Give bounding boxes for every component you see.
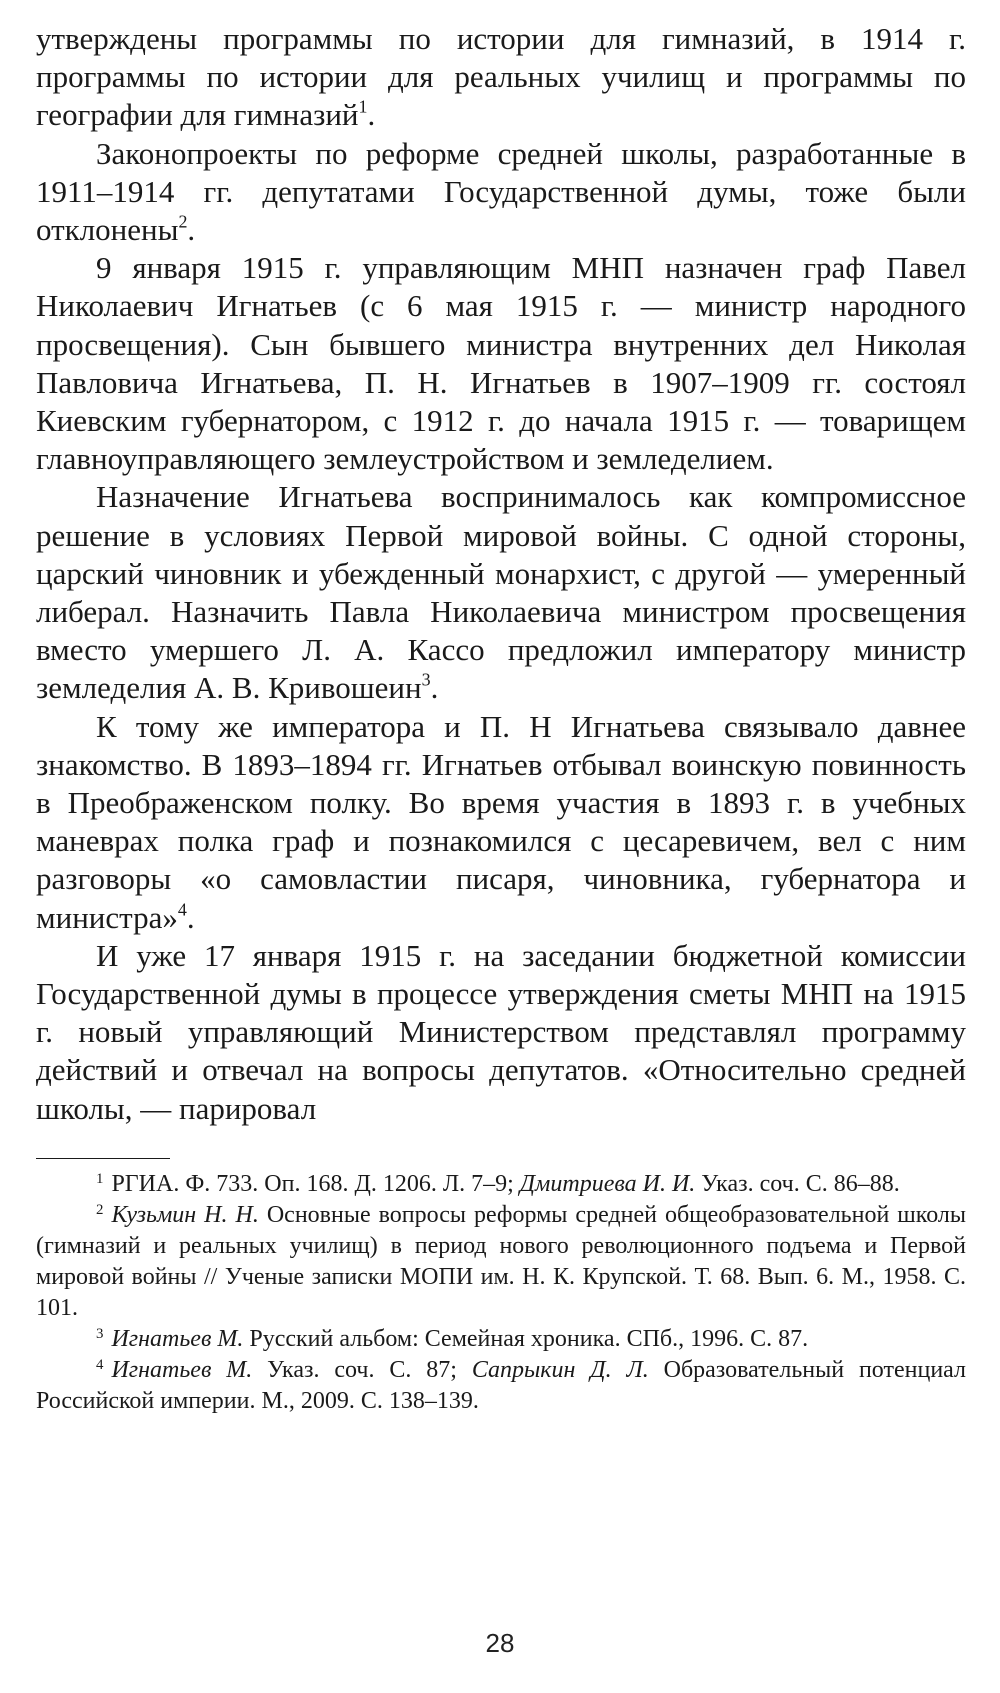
book-page [36,20,966,1417]
footnote-3: $^3$ Игнатьев М. Русский альбом: Семейная хроника. СПб., 1996. С. 87. [96,1325,809,1352]
page-number: 28 [485,1628,515,1658]
footnote-ref-2[interactable]: 2 [178,211,188,232]
paragraph-4: Назначение Игнатьева воспринималось как компромиссное решение в условиях Первой мировой войны. С одной стороны, царский чиновник и убежденный монархист, с другой — умеренный либерал. Назначить Павла Николаевича министром просвещения вместо умершего Л. А. Кассо предложил императору министр земледелия А. В. Кривошеин$^3$. [36,479,966,706]
paragraph-2: Законопроекты по реформе средней школы, разработанные в 1911–1914 гг. депутатами Государственной думы, тоже были отклонены$^2$. [36,135,966,248]
footnote-ref-1[interactable]: 1 [358,96,368,117]
paragraph-3: 9 января 1915 г. управляющим МНП назначен граф Павел Николаевич Игнатьев (с 6 мая 1915 г. — министр народного просвещения). Сын бывшего министра внутренних дел Николая Павловича Игнатьева, П. Н. Игнатьев в 1907–1909 гг. состоял Киевским губернатором, с 1912 г. до начала 1915 г. — товарищем главноуправляющего землеустройством и земледелием. [36,250,966,477]
footnote-1: $^1$ РГИА. Ф. 733. Оп. 168. Д. 1206. Л. 7–9; Дмитриева И. И. Указ. соч. С. 86–88. [96,1170,900,1197]
footnote-ref-3[interactable]: 3 [421,669,431,690]
footnotes [36,1169,966,1417]
main-text [36,20,966,1128]
paragraph-5: К тому же императора и П. Н Игнатьева связывало давнее знакомство. В 1893–1894 гг. Игнатьев отбывал воинскую повинность в Преображенском полку. Во время участия в 1893 г. в учебных маневрах полка граф и познакомился с цесаревичем, вел с ним разговоры «о самовластии писаря, чиновника, губернатора и министра»$^4$. [36,708,966,935]
paragraph-1: утверждены программы по истории для гимназий, в 1914 г. программы по истории для реальных училищ и программы по географии для гимназий$^1$. [36,21,966,133]
footnote-ref-4[interactable]: 4 [177,899,187,920]
paragraph-6: И уже 17 января 1915 г. на заседании бюджетной комиссии Государственной думы в процессе утверждения сметы МНП на 1915 г. новый управляющий Министерством представлял программу действий и отвечал на вопросы депутатов. «Относительно средней школы, — парировал [36,937,966,1126]
footnote-4: $^4$ Игнатьев М. Указ. соч. С. 87; Сапрыкин Д. Л. Образовательный потенциал Российской империи. М., 2009. С. 138–139. [36,1356,967,1414]
footnote-divider [36,1158,170,1159]
footnote-2: $^2$ Кузьмин Н. Н. Основные вопросы реформы средней общеобразовательной школы (гимназий и реальных училищ) в период нового революционного подъема и Первой мировой войны // Ученые записки МОПИ им. Н. К. Крупской. Т. 68. Вып. 6. М., 1958. С. 101. [36,1201,966,1321]
